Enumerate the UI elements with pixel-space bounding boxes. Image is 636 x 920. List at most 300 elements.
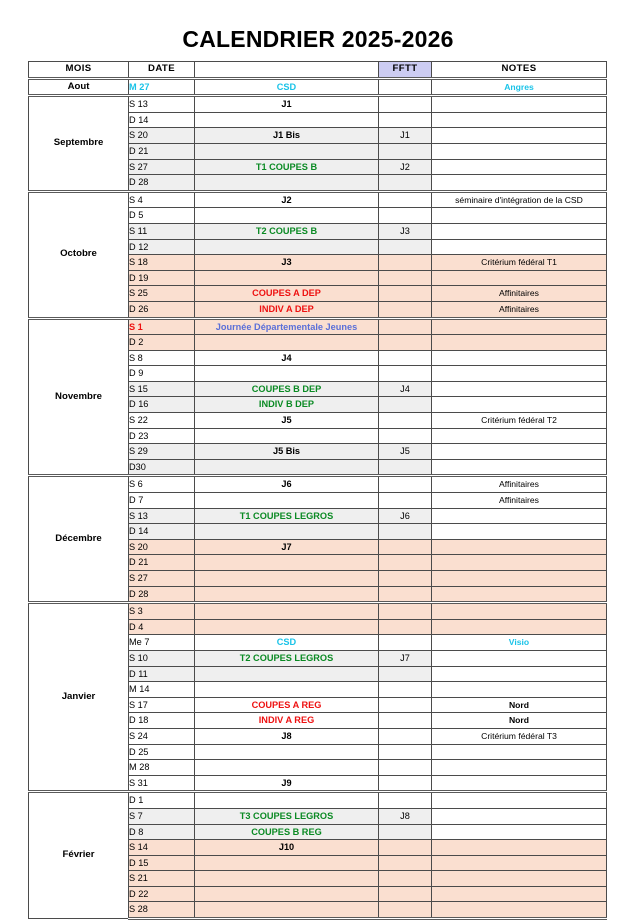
event-text: J5 xyxy=(281,415,292,426)
notes-cell xyxy=(432,96,607,113)
event-cell xyxy=(195,270,379,286)
event-cell xyxy=(195,159,379,175)
date-text: D 14 xyxy=(129,526,149,537)
date-text: S 7 xyxy=(129,810,143,821)
event-text: T3 COUPES LEGROS xyxy=(239,810,334,821)
date-cell xyxy=(129,191,195,208)
notes-cell xyxy=(432,286,607,302)
table-body xyxy=(29,78,607,918)
notes-text: Affinitaires xyxy=(499,479,539,490)
table-row xyxy=(29,792,607,809)
event-text: CSD xyxy=(276,637,297,648)
fftt-cell xyxy=(379,350,432,366)
date-text: S 10 xyxy=(129,652,148,663)
event-cell xyxy=(195,775,379,792)
fftt-cell xyxy=(379,318,432,335)
notes-cell xyxy=(432,413,607,429)
fftt-cell xyxy=(379,697,432,713)
date-cell xyxy=(129,318,195,335)
event-text: J4 xyxy=(281,352,292,363)
table-row xyxy=(29,78,607,96)
fftt-cell xyxy=(379,128,432,144)
event-cell xyxy=(195,335,379,351)
event-cell xyxy=(195,713,379,729)
fftt-cell xyxy=(379,744,432,760)
notes-cell xyxy=(432,270,607,286)
table-row xyxy=(29,603,607,620)
column-header-event xyxy=(195,62,379,79)
event-text: CSD xyxy=(276,81,297,92)
date-text: S 3 xyxy=(129,606,143,617)
notes-cell xyxy=(432,428,607,444)
notes-cell xyxy=(432,808,607,824)
fftt-cell xyxy=(379,175,432,192)
event-text: T1 COUPES B xyxy=(255,161,318,172)
event-cell xyxy=(195,459,379,476)
column-header-notes: NOTES xyxy=(432,62,607,79)
table-row xyxy=(29,476,607,493)
fftt-cell xyxy=(379,682,432,698)
event-text: COUPES A REG xyxy=(251,699,322,710)
fftt-cell xyxy=(379,112,432,128)
column-header-fftt: FFTT xyxy=(379,62,432,79)
fftt-cell xyxy=(379,191,432,208)
date-cell xyxy=(129,902,195,919)
date-text: D 25 xyxy=(129,746,149,757)
notes-cell xyxy=(432,143,607,159)
event-text: J10 xyxy=(278,842,295,853)
notes-text: Nord xyxy=(508,699,530,710)
notes-cell xyxy=(432,855,607,871)
date-text: D 18 xyxy=(129,715,149,726)
fftt-cell xyxy=(379,223,432,239)
fftt-cell xyxy=(379,666,432,682)
date-cell xyxy=(129,335,195,351)
month-label: Aout xyxy=(29,78,129,96)
fftt-cell xyxy=(379,855,432,871)
date-text: S 22 xyxy=(129,415,148,426)
date-text: S 13 xyxy=(129,99,148,110)
event-text: COUPES B REG xyxy=(251,826,322,837)
date-cell xyxy=(129,128,195,144)
date-cell xyxy=(129,619,195,635)
fftt-cell xyxy=(379,96,432,113)
notes-cell xyxy=(432,175,607,192)
fftt-cell xyxy=(379,444,432,460)
notes-cell xyxy=(432,539,607,555)
notes-cell xyxy=(432,713,607,729)
date-cell xyxy=(129,255,195,271)
event-cell xyxy=(195,840,379,856)
notes-cell xyxy=(432,871,607,887)
event-cell xyxy=(195,350,379,366)
fftt-cell xyxy=(379,902,432,919)
fftt-cell xyxy=(379,335,432,351)
notes-cell xyxy=(432,697,607,713)
month-label: Février xyxy=(29,792,129,919)
fftt-text: J1 xyxy=(400,130,410,141)
event-text: Journée Départementale Jeunes xyxy=(215,321,358,332)
event-text: T2 COUPES B xyxy=(255,225,318,236)
date-text: M 14 xyxy=(129,684,150,695)
fftt-cell xyxy=(379,619,432,635)
table-row xyxy=(29,191,607,208)
fftt-cell xyxy=(379,143,432,159)
event-text: COUPES A DEP xyxy=(252,288,321,299)
fftt-cell xyxy=(379,713,432,729)
notes-cell xyxy=(432,128,607,144)
event-text: J6 xyxy=(281,479,292,490)
event-cell xyxy=(195,191,379,208)
date-text: S 29 xyxy=(129,446,148,457)
notes-cell xyxy=(432,335,607,351)
date-text: S 24 xyxy=(129,730,148,741)
notes-text: Angres xyxy=(504,81,534,92)
notes-cell xyxy=(432,840,607,856)
event-text: T1 COUPES LEGROS xyxy=(239,510,334,521)
fftt-cell xyxy=(379,78,432,96)
date-cell xyxy=(129,728,195,744)
date-cell xyxy=(129,78,195,96)
event-cell xyxy=(195,128,379,144)
notes-cell xyxy=(432,524,607,540)
date-text: S 28 xyxy=(129,904,148,915)
event-text: INDIV A DEP xyxy=(259,303,314,314)
notes-cell xyxy=(432,775,607,792)
date-text: D 8 xyxy=(129,826,144,837)
fftt-cell xyxy=(379,586,432,603)
month-label: Décembre xyxy=(29,476,129,603)
date-text: D 14 xyxy=(129,114,149,125)
date-cell xyxy=(129,508,195,524)
notes-cell xyxy=(432,301,607,318)
date-cell xyxy=(129,682,195,698)
date-cell xyxy=(129,824,195,840)
notes-cell xyxy=(432,208,607,224)
date-text: S 18 xyxy=(129,257,148,268)
date-cell xyxy=(129,650,195,666)
event-text: INDIV A REG xyxy=(258,715,315,726)
fftt-cell xyxy=(379,428,432,444)
month-label: Novembre xyxy=(29,318,129,476)
date-cell xyxy=(129,713,195,729)
event-cell xyxy=(195,603,379,620)
fftt-cell xyxy=(379,301,432,318)
event-cell xyxy=(195,697,379,713)
fftt-cell xyxy=(379,760,432,776)
date-text: S 27 xyxy=(129,161,148,172)
notes-cell xyxy=(432,744,607,760)
date-cell xyxy=(129,855,195,871)
date-cell xyxy=(129,428,195,444)
event-cell xyxy=(195,792,379,809)
date-text: S 1 xyxy=(129,321,143,332)
date-text: D 5 xyxy=(129,210,144,221)
date-cell xyxy=(129,871,195,887)
fftt-cell xyxy=(379,270,432,286)
notes-cell xyxy=(432,78,607,96)
fftt-cell xyxy=(379,508,432,524)
calendar-table xyxy=(28,61,607,920)
event-cell xyxy=(195,78,379,96)
date-text: S 4 xyxy=(129,194,143,205)
event-cell xyxy=(195,555,379,571)
fftt-cell xyxy=(379,255,432,271)
date-cell xyxy=(129,112,195,128)
fftt-cell xyxy=(379,728,432,744)
date-cell xyxy=(129,223,195,239)
notes-cell xyxy=(432,760,607,776)
table-row xyxy=(29,96,607,113)
month-label: Octobre xyxy=(29,191,129,318)
date-cell xyxy=(129,381,195,397)
notes-cell xyxy=(432,112,607,128)
event-cell xyxy=(195,902,379,919)
table-header xyxy=(29,62,607,79)
date-text: S 14 xyxy=(129,842,148,853)
event-cell xyxy=(195,855,379,871)
notes-cell xyxy=(432,350,607,366)
event-cell xyxy=(195,255,379,271)
date-cell xyxy=(129,459,195,476)
date-text: D 2 xyxy=(129,337,144,348)
fftt-cell xyxy=(379,650,432,666)
date-text: D 9 xyxy=(129,368,144,379)
date-text: Me 7 xyxy=(129,637,150,648)
event-cell xyxy=(195,728,379,744)
date-text: S 6 xyxy=(129,479,143,490)
date-cell xyxy=(129,571,195,587)
date-text: S 20 xyxy=(129,541,148,552)
date-cell xyxy=(129,286,195,302)
date-cell xyxy=(129,539,195,555)
event-cell xyxy=(195,808,379,824)
fftt-cell xyxy=(379,476,432,493)
event-cell xyxy=(195,223,379,239)
date-cell xyxy=(129,760,195,776)
date-text: D 4 xyxy=(129,621,144,632)
date-cell xyxy=(129,397,195,413)
fftt-cell xyxy=(379,792,432,809)
page-title: CALENDRIER 2025-2026 xyxy=(182,26,454,52)
event-text: J1 Bis xyxy=(272,130,301,141)
event-cell xyxy=(195,428,379,444)
event-text: J1 xyxy=(281,99,292,110)
date-text: D 11 xyxy=(129,668,148,679)
date-text: S 21 xyxy=(129,873,148,884)
date-cell xyxy=(129,840,195,856)
date-cell xyxy=(129,96,195,113)
event-cell xyxy=(195,208,379,224)
date-cell xyxy=(129,555,195,571)
event-cell xyxy=(195,524,379,540)
notes-cell xyxy=(432,508,607,524)
date-text: D 21 xyxy=(129,557,149,568)
event-cell xyxy=(195,824,379,840)
notes-cell xyxy=(432,318,607,335)
event-cell xyxy=(195,301,379,318)
event-text: INDIV B DEP xyxy=(258,399,315,410)
event-cell xyxy=(195,571,379,587)
date-text: D30 xyxy=(129,461,146,472)
fftt-text: J8 xyxy=(400,810,410,821)
notes-text: Critérium fédéral T3 xyxy=(481,730,557,741)
event-cell xyxy=(195,96,379,113)
event-cell xyxy=(195,143,379,159)
fftt-cell xyxy=(379,539,432,555)
date-cell xyxy=(129,524,195,540)
notes-cell xyxy=(432,792,607,809)
event-text: J8 xyxy=(281,730,292,741)
date-text: D 16 xyxy=(129,399,149,410)
date-cell xyxy=(129,586,195,603)
event-cell xyxy=(195,635,379,651)
event-cell xyxy=(195,112,379,128)
notes-cell xyxy=(432,159,607,175)
date-text: M 27 xyxy=(129,81,150,92)
date-text: D 15 xyxy=(129,857,149,868)
fftt-cell xyxy=(379,208,432,224)
event-text: J9 xyxy=(281,777,292,788)
fftt-cell xyxy=(379,808,432,824)
fftt-cell xyxy=(379,555,432,571)
date-cell xyxy=(129,159,195,175)
fftt-cell xyxy=(379,524,432,540)
date-cell xyxy=(129,444,195,460)
date-cell xyxy=(129,208,195,224)
fftt-text: J6 xyxy=(400,510,410,521)
event-cell xyxy=(195,760,379,776)
notes-cell xyxy=(432,366,607,382)
notes-cell xyxy=(432,650,607,666)
date-text: S 17 xyxy=(129,699,148,710)
month-label: Janvier xyxy=(29,603,129,792)
event-cell xyxy=(195,871,379,887)
date-text: S 13 xyxy=(129,510,148,521)
notes-cell xyxy=(432,666,607,682)
fftt-cell xyxy=(379,871,432,887)
notes-text: Critérium fédéral T2 xyxy=(481,415,557,426)
fftt-cell xyxy=(379,775,432,792)
notes-cell xyxy=(432,493,607,509)
notes-cell xyxy=(432,571,607,587)
date-cell xyxy=(129,744,195,760)
notes-cell xyxy=(432,728,607,744)
notes-cell xyxy=(432,555,607,571)
date-cell xyxy=(129,350,195,366)
date-text: S 15 xyxy=(129,383,148,394)
fftt-text: J2 xyxy=(400,161,410,172)
event-text: J2 xyxy=(281,194,292,205)
event-cell xyxy=(195,493,379,509)
date-text: D 21 xyxy=(129,145,149,156)
date-text: S 27 xyxy=(129,573,148,583)
event-text: J5 Bis xyxy=(272,446,301,457)
fftt-cell xyxy=(379,635,432,651)
notes-cell xyxy=(432,444,607,460)
notes-text: Affinitaires xyxy=(499,303,539,314)
event-cell xyxy=(195,508,379,524)
event-cell xyxy=(195,239,379,255)
fftt-cell xyxy=(379,239,432,255)
date-text: S 20 xyxy=(129,130,148,141)
fftt-cell xyxy=(379,366,432,382)
event-cell xyxy=(195,650,379,666)
notes-cell xyxy=(432,239,607,255)
date-cell xyxy=(129,239,195,255)
notes-cell xyxy=(432,682,607,698)
event-cell xyxy=(195,397,379,413)
notes-cell xyxy=(432,459,607,476)
fftt-cell xyxy=(379,159,432,175)
event-cell xyxy=(195,586,379,603)
fftt-cell xyxy=(379,413,432,429)
notes-cell xyxy=(432,586,607,603)
event-text: COUPES B DEP xyxy=(251,383,322,394)
event-cell xyxy=(195,666,379,682)
fftt-cell xyxy=(379,459,432,476)
fftt-cell xyxy=(379,840,432,856)
fftt-cell xyxy=(379,493,432,509)
fftt-text: J3 xyxy=(400,225,410,236)
date-text: D 7 xyxy=(129,495,144,506)
event-text: T2 COUPES LEGROS xyxy=(239,652,334,663)
notes-text: Critérium fédéral T1 xyxy=(481,257,557,268)
notes-cell xyxy=(432,902,607,919)
notes-cell xyxy=(432,603,607,620)
event-cell xyxy=(195,444,379,460)
fftt-cell xyxy=(379,286,432,302)
fftt-cell xyxy=(379,397,432,413)
date-cell xyxy=(129,635,195,651)
date-text: D 23 xyxy=(129,430,149,441)
event-cell xyxy=(195,476,379,493)
date-cell xyxy=(129,792,195,809)
date-text: D 1 xyxy=(129,795,144,806)
date-cell xyxy=(129,775,195,792)
date-cell xyxy=(129,808,195,824)
date-text: D 28 xyxy=(129,177,149,188)
event-cell xyxy=(195,413,379,429)
event-cell xyxy=(195,286,379,302)
fftt-cell xyxy=(379,824,432,840)
date-text: S 8 xyxy=(129,352,143,363)
event-cell xyxy=(195,682,379,698)
date-cell xyxy=(129,143,195,159)
date-text: M 28 xyxy=(129,762,150,773)
date-cell xyxy=(129,476,195,493)
fftt-cell xyxy=(379,603,432,620)
date-text: D 19 xyxy=(129,272,149,283)
notes-cell xyxy=(432,381,607,397)
date-text: D 22 xyxy=(129,888,149,899)
notes-text: Affinitaires xyxy=(499,495,539,506)
event-cell xyxy=(195,175,379,192)
event-cell xyxy=(195,619,379,635)
event-cell xyxy=(195,381,379,397)
date-cell xyxy=(129,366,195,382)
date-text: S 25 xyxy=(129,288,148,299)
fftt-text: J7 xyxy=(400,652,410,663)
event-text: J3 xyxy=(281,257,292,268)
fftt-cell xyxy=(379,571,432,587)
date-text: S 11 xyxy=(129,225,148,236)
month-label: Septembre xyxy=(29,96,129,192)
column-header-mois: MOIS xyxy=(29,62,129,79)
notes-cell xyxy=(432,191,607,208)
date-cell xyxy=(129,603,195,620)
notes-text: Visio xyxy=(508,637,530,648)
